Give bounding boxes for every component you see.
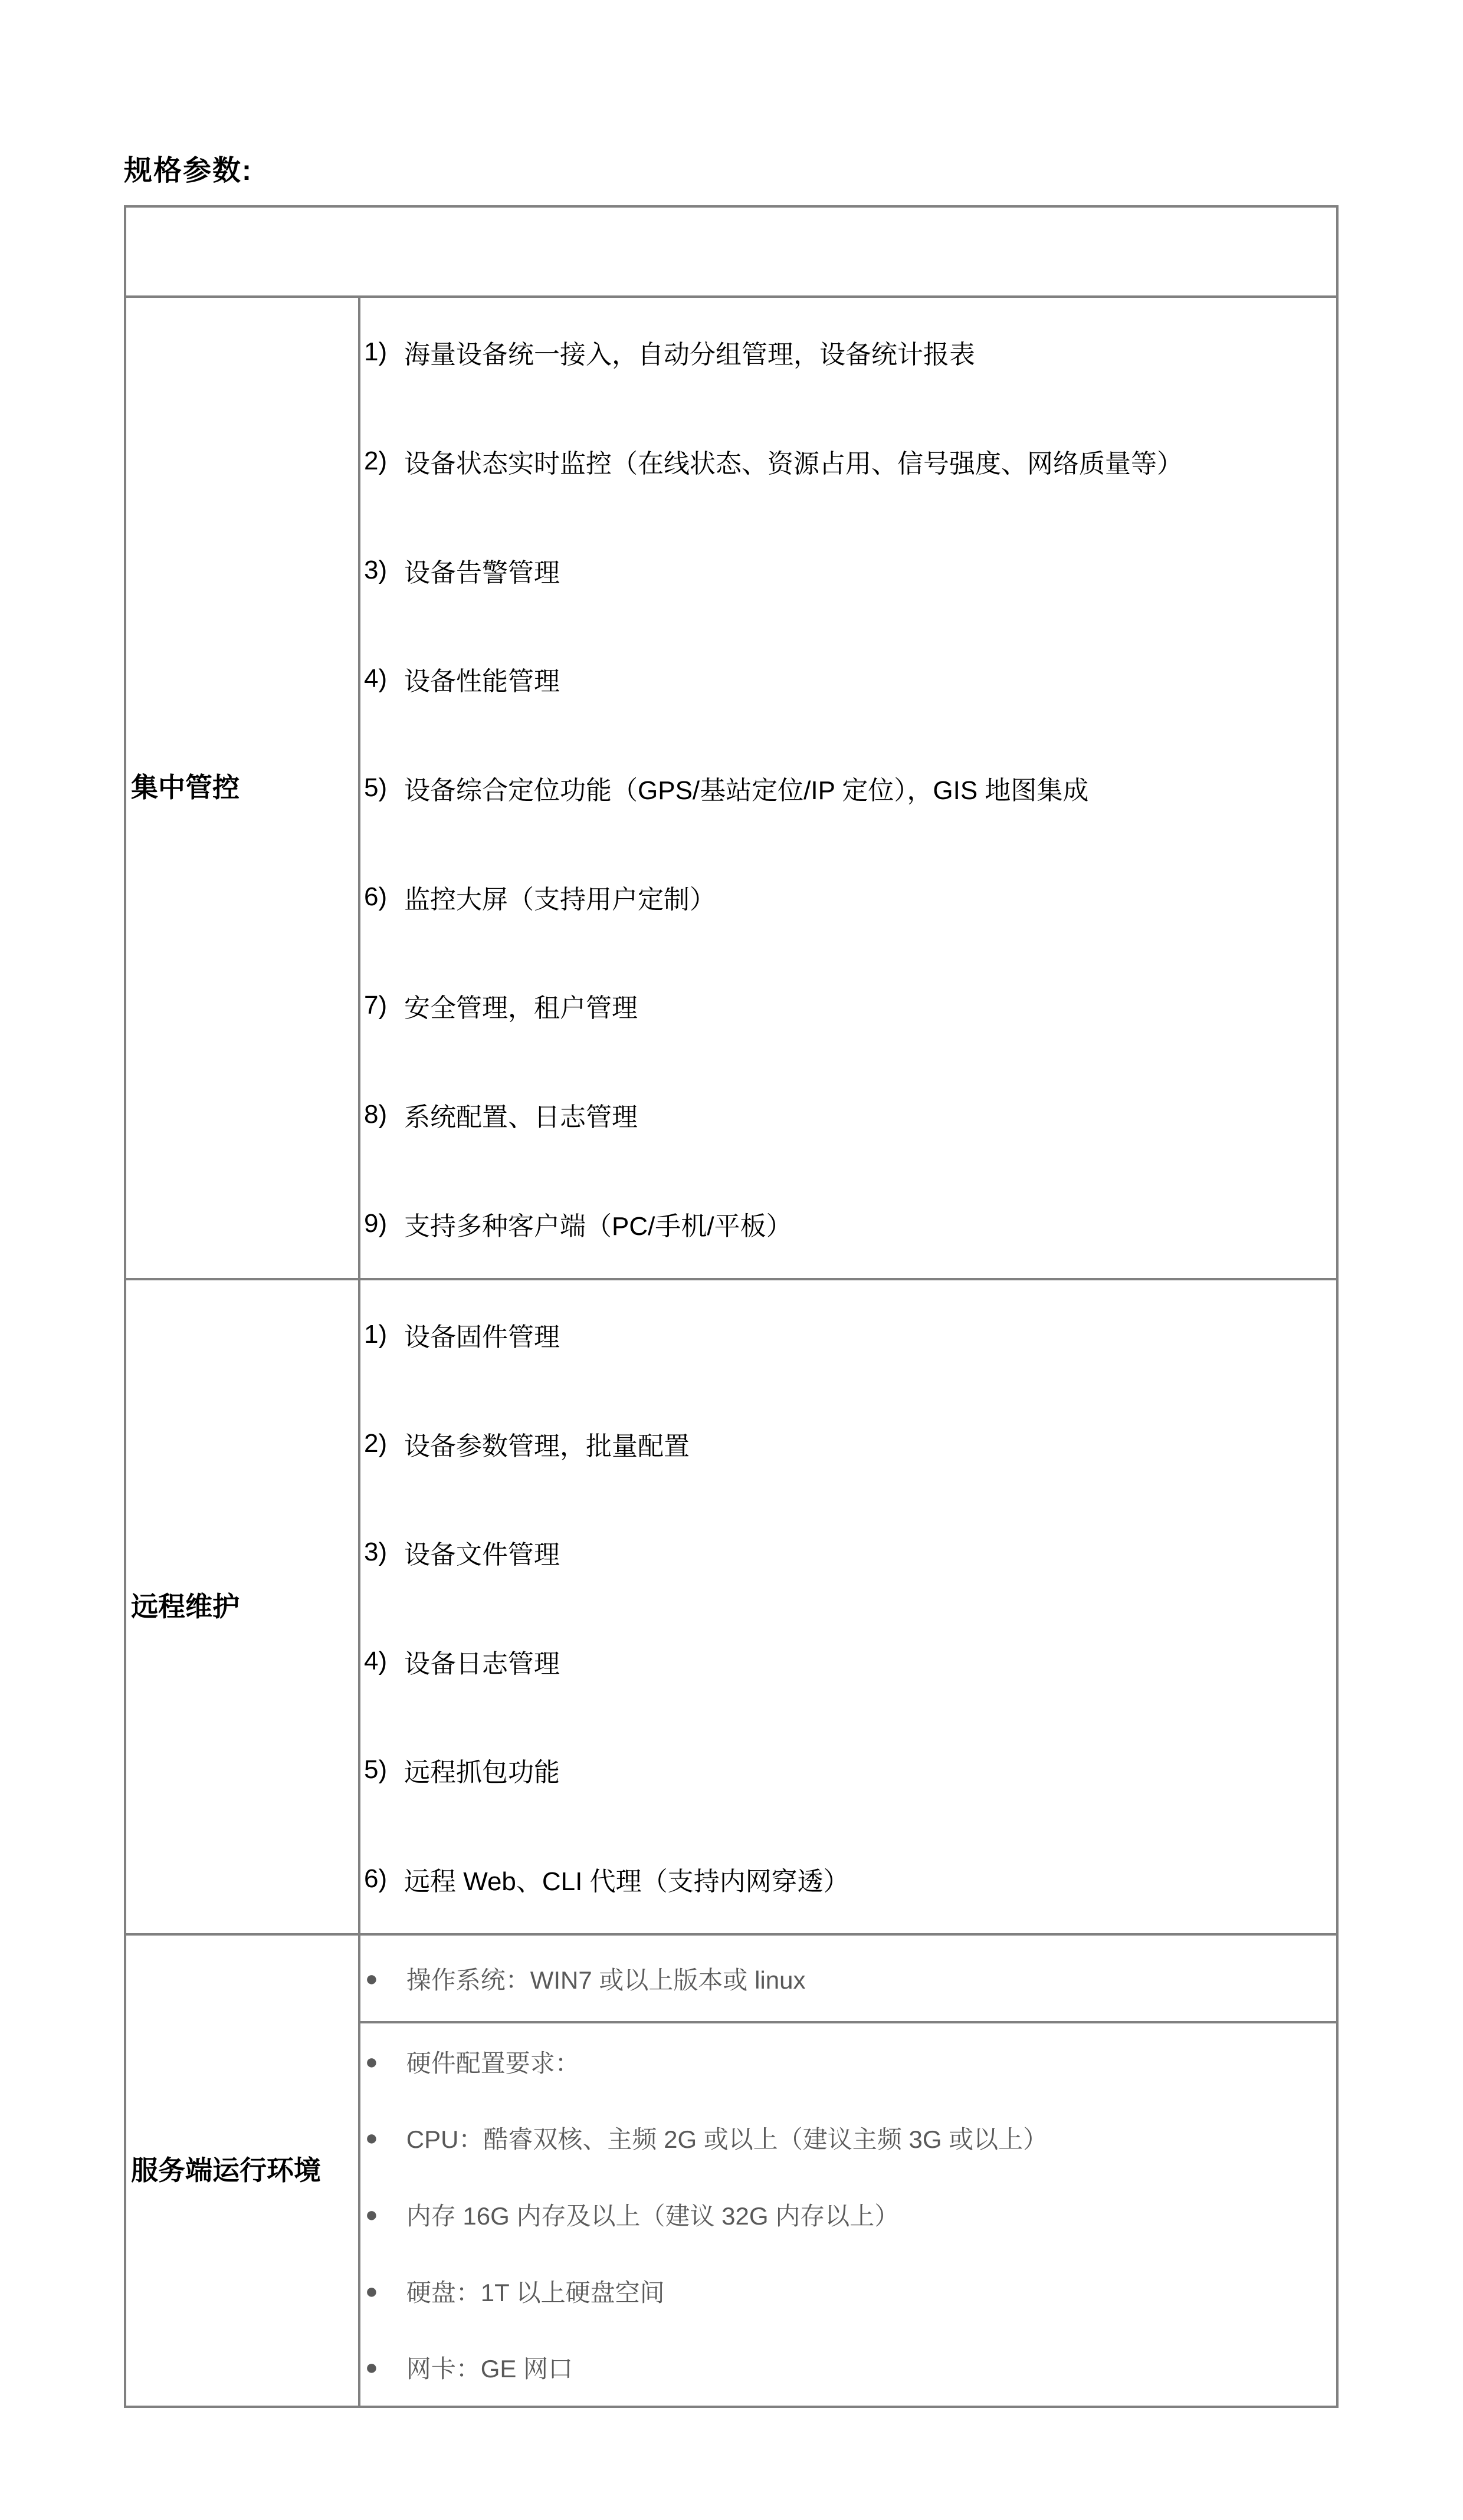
bullet-icon: ● [365, 2278, 378, 2303]
list-item-number: 6) [364, 1864, 388, 1893]
list-item-number: 1) [364, 1320, 388, 1349]
spec-table [124, 205, 1339, 2408]
list-item-number: 5) [364, 1755, 388, 1785]
list-item-text: 设备综合定位功能（GPS/基站定位/IP 定位），GIS 地图集成 [404, 776, 1089, 806]
list-item-text: 设备日志管理 [404, 1649, 560, 1678]
row-content-cell [360, 1936, 1336, 2406]
env-hardware-subrow [360, 2023, 1336, 2406]
list-item-number: 7) [364, 991, 388, 1020]
env-os-subrow [360, 1936, 1336, 2023]
list-item [360, 842, 1336, 951]
list-item-number: 1) [364, 337, 388, 367]
list-item-text: 海量设备统一接入，自动分组管理，设备统计报表 [404, 340, 975, 370]
list-item [360, 515, 1336, 625]
list-item [360, 1716, 1336, 1825]
bullet-list-item [360, 2176, 1336, 2253]
bullet-item-text: 操作系统：WIN7 或以上版本或 linux [406, 1966, 806, 1994]
table-row-remote-maintenance [126, 1280, 1336, 1936]
table-row-server-environment [126, 1936, 1336, 2406]
list-item [360, 625, 1336, 734]
list-item-number: 3) [364, 555, 388, 584]
list-item [360, 951, 1336, 1060]
table-header-row [126, 208, 1336, 298]
bullet-list-item [360, 1936, 1336, 2021]
list-item-number: 4) [364, 1646, 388, 1675]
row-label: 服务端运行环境 [131, 2154, 321, 2186]
bullet-item-text: 硬盘：1T 以上硬盘空间 [406, 2278, 665, 2307]
table-row-centralized-control [126, 298, 1336, 1280]
bullet-icon: ● [365, 2355, 378, 2380]
list-item-text: 支持多种客户端（PC/手机/平板） [404, 1211, 792, 1241]
list-item [360, 1169, 1336, 1278]
row-content-cell [360, 298, 1336, 1278]
list-item-number: 3) [364, 1537, 388, 1567]
row-content-cell [360, 1280, 1336, 1933]
list-item-text: 系统配置、日志管理 [404, 1103, 638, 1132]
list-item-text: 设备文件管理 [404, 1540, 560, 1570]
bullet-icon: ● [365, 1966, 378, 1990]
list-item-text: 设备状态实时监控（在线状态、资源占用、信号强度、网络质量等） [404, 449, 1183, 478]
bullet-item-text: CPU：酷睿双核、主频 2G 或以上（建议主频 3G 或以上） [406, 2125, 1048, 2154]
list-item-number: 2) [364, 1428, 388, 1458]
list-item [360, 734, 1336, 843]
list-item-text: 设备性能管理 [404, 667, 560, 696]
list-item [360, 1389, 1336, 1499]
list-item [360, 1607, 1336, 1716]
list-item-number: 2) [364, 446, 388, 475]
row-label-cell [126, 298, 360, 1278]
list-item-number: 5) [364, 773, 388, 803]
row-label-cell [126, 1936, 360, 2406]
list-item-text: 安全管理，租户管理 [404, 994, 638, 1023]
bullet-list-item [360, 2100, 1336, 2177]
list-item-number: 8) [364, 1100, 388, 1129]
row-label: 远程维护 [131, 1591, 240, 1622]
row-label: 集中管控 [131, 772, 240, 803]
list-item [360, 1060, 1336, 1169]
list-item-number: 9) [364, 1208, 388, 1238]
page-title: 规格参数: [124, 155, 252, 186]
bullet-icon: ● [365, 2125, 378, 2150]
list-item-text: 远程 Web、CLI 代理（支持内网穿透） [404, 1867, 849, 1896]
list-item [360, 407, 1336, 516]
list-item-number: 6) [364, 882, 388, 911]
bullet-item-text: 内存 16G 内存及以上（建议 32G 内存以上） [406, 2202, 900, 2230]
list-item [360, 1498, 1336, 1607]
bullet-icon: ● [365, 2202, 378, 2226]
bullet-list-item [360, 2329, 1336, 2406]
list-item-text: 设备告警管理 [404, 558, 560, 587]
list-item-text: 监控大屏（支持用户定制） [404, 885, 716, 914]
bullet-list-item [360, 2023, 1336, 2100]
bullet-list-item [360, 2253, 1336, 2330]
bullet-icon: ● [365, 2049, 378, 2074]
list-item-text: 设备参数管理，批量配置 [404, 1431, 690, 1461]
list-item-number: 4) [364, 664, 388, 694]
bullet-item-text: 硬件配置要求： [406, 2049, 580, 2077]
row-label-cell [126, 1280, 360, 1933]
list-item [360, 1825, 1336, 1934]
list-item-text: 设备固件管理 [404, 1323, 560, 1352]
list-item-text: 远程抓包功能 [404, 1758, 560, 1788]
list-item [360, 298, 1336, 407]
bullet-item-text: 网卡：GE 网口 [406, 2355, 573, 2383]
list-item [360, 1280, 1336, 1389]
